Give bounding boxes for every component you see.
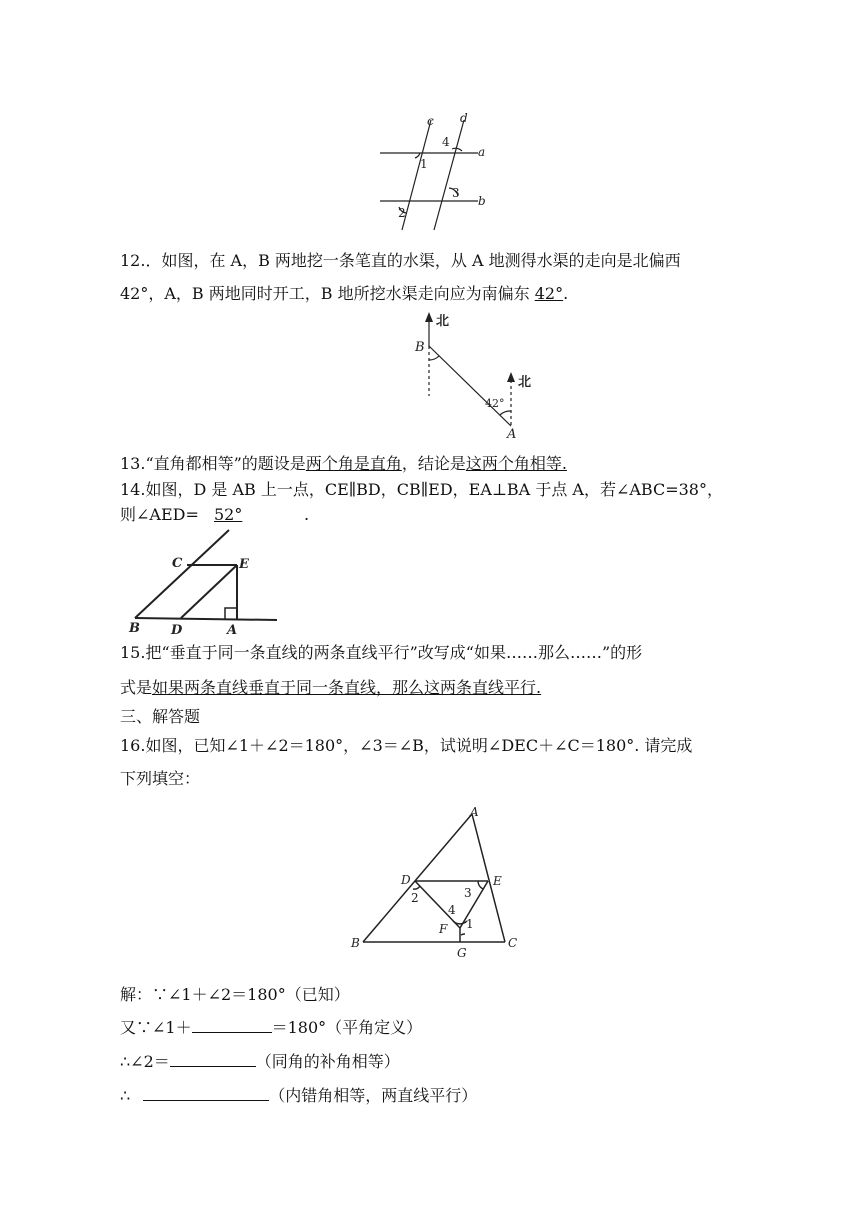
angle-label-3: 3 — [452, 186, 460, 200]
point-label-d: D — [401, 873, 411, 887]
step2-reason: ＝180°（平角定义） — [271, 1018, 423, 1037]
point-label-b: B — [415, 340, 425, 355]
q12-line2 — [120, 281, 568, 304]
angle-label-2: 2 — [411, 891, 419, 905]
point-label-e: E — [239, 557, 249, 572]
point-label-a: A — [470, 805, 479, 819]
q13-conclusion: 这两个角相等. — [465, 454, 567, 473]
point-label-c: C — [508, 936, 518, 950]
q14-answer — [204, 505, 304, 524]
point-label-f: F — [439, 922, 448, 936]
point-label-a: A — [227, 623, 238, 638]
step2-text: 又∵∠1＋ — [120, 1018, 192, 1037]
solution-step1: 解：∵∠1＋∠2＝180°（已知） — [120, 985, 350, 1004]
figure-compass-bearing — [410, 308, 540, 440]
figure-triangle — [345, 805, 525, 960]
q14-end: . — [303, 505, 310, 524]
point-label-a: A — [507, 427, 517, 440]
q13-hypothesis: 两个角是直角 — [305, 454, 402, 473]
label-d: d — [460, 111, 468, 125]
step3-reason: （同角的补角相等） — [255, 1052, 400, 1071]
q15-text: 式是 — [120, 678, 153, 697]
q15-line2 — [120, 675, 541, 698]
label-b: b — [478, 194, 486, 208]
label-a: a — [478, 145, 486, 159]
step4-text: ∴ — [120, 1086, 131, 1105]
angle-label-4: 4 — [448, 903, 456, 917]
q14-text: 则∠AED= — [120, 505, 199, 524]
north-label-a: 北 — [518, 375, 532, 390]
point-label-e: E — [493, 874, 502, 888]
q16-line1: 16.如图，已知∠1＋∠2＝180°，∠3＝∠B，试说明∠DEC＋∠C＝180°. 请完成 — [120, 736, 693, 755]
angle-label-1: 1 — [466, 917, 474, 931]
q14-answer-value: 52° — [213, 505, 243, 524]
point-label-b: B — [129, 621, 140, 636]
solution-step4 — [120, 1083, 477, 1106]
q12-end: . — [563, 284, 569, 303]
q12-answer: 42° — [534, 284, 564, 303]
solution-step3 — [120, 1049, 400, 1072]
point-label-d: D — [171, 623, 183, 638]
point-label-g: G — [457, 946, 467, 960]
point-label-c: C — [172, 556, 183, 571]
blank-1[interactable] — [192, 1018, 272, 1033]
angle-label-1: 1 — [420, 157, 428, 171]
q14-line1: 14.如图，D 是 AB 上一点，CE∥BD，CB∥ED，EA⊥BA 于点 A，若∠ABC=38°， — [120, 480, 723, 499]
north-label-b: 北 — [436, 314, 450, 329]
section-heading: 三、解答题 — [120, 707, 201, 726]
q13-line — [120, 451, 567, 474]
point-label-b: B — [351, 936, 360, 950]
angle-label-42: 42° — [485, 397, 505, 410]
q15-line1: 15.把“垂直于同一条直线的两条直线平行”改写成“如果……那么……”的形 — [120, 643, 643, 662]
q13-text: 13.“直角都相等”的题设是 — [120, 454, 306, 473]
solution-step2 — [120, 1015, 422, 1038]
angle-label-3: 3 — [464, 886, 472, 900]
figure-parallel-lines — [370, 110, 500, 235]
q12-line1: 12.．如图，在 A，B 两地挖一条笔直的水渠，从 A 地测得水渠的走向是北偏西 — [120, 251, 681, 270]
figure-parallelogram — [125, 528, 285, 638]
label-c: c — [427, 114, 434, 128]
q13-mid: ，结论是 — [401, 454, 466, 473]
blank-2[interactable] — [170, 1052, 256, 1067]
step3-text: ∴∠2＝ — [120, 1052, 170, 1071]
q16-line2: 下列填空： — [120, 769, 201, 788]
step4-reason: （内错角相等，两直线平行） — [269, 1086, 478, 1105]
angle-label-2: 2 — [398, 206, 406, 220]
blank-3[interactable] — [143, 1086, 269, 1101]
angle-label-4: 4 — [442, 135, 450, 149]
q14-line2 — [120, 502, 309, 525]
q15-answer: 如果两条直线垂直于同一条直线，那么这两条直线平行. — [152, 678, 542, 697]
q12-text: 42°，A，B 两地同时开工，B 地所挖水渠走向应为南偏东 — [120, 284, 530, 303]
